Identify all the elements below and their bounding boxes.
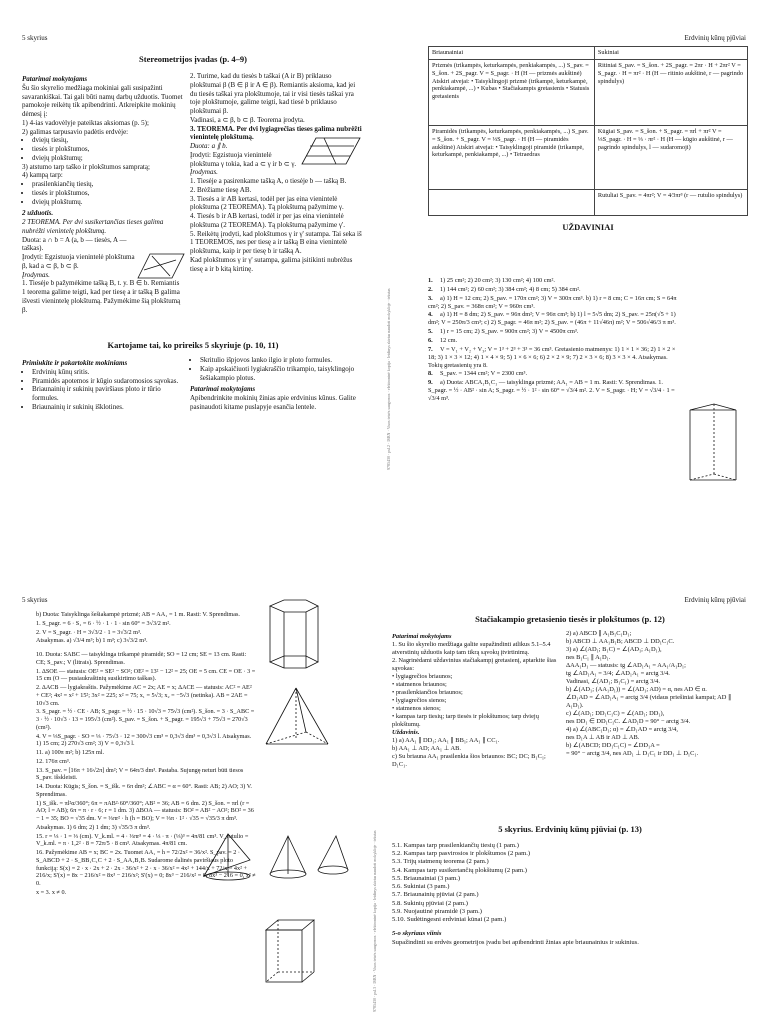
answer-text: 1) 25 cm²; 2) 20 cm²; 3) 130 cm²; 4) 100 cm².	[440, 277, 555, 284]
tips-column	[392, 630, 560, 769]
prism-figure	[684, 400, 742, 495]
answer-item	[428, 379, 678, 403]
plane-figure-1	[136, 248, 186, 289]
list	[22, 136, 184, 162]
answer-text: 1) 144 cm²; 2) 60 cm²; 3) 384 cm²; 4) 8 cm; 5) 384 cm².	[440, 285, 581, 293]
answer-item	[428, 286, 678, 294]
solution-line: Atsakymas. a) √3/4 m³; b) 1 m³; c) 3√3/2 m³.	[36, 637, 148, 645]
paragraph: b) ∠(AD₁; (AA₁D₁)) = ∠(AD₁; AD) = α, nes AD ∈ α.	[566, 686, 707, 693]
intro-section	[22, 48, 364, 71]
toc-item: 5.3. Trijų statmenų teorema (2 pam.)	[392, 858, 489, 866]
paragraph: 3. Tiesės a ir AB kertasi, todėl per jas eina vienintelė plokštuma (2 TEOREMA). Tą plokštumą pažymime γ.	[190, 194, 344, 212]
toc-item: 5.7. Briaunainių pjūviai (2 pam.)	[392, 891, 479, 899]
solution-line: 12. 176π cm³.	[36, 757, 71, 765]
solution-line: 16. Pažymėkime AB = x; BC = 2x. Tuomet AA₁ = h = 72/2x² = 36/x². S_pav. = 2 · S_ABCD + 2 · S_BB₁C₁C + 2 · S_AA₁B₁B. Sudarome dalinės paviršiaus ploto funkciją: S(x) = 2 · x · 2x + 2 · 2x · 36/x² + 2 · x · 36/x² = 4x² + 144/x + 72/x = 4x² + 216/x; S'(x) = 8x − 216/x² = 8x³ − 216/x²; S'(x) = 0; 8x³ − 216/x² = 0; 8x³ − 216 = 0, x² ≠ 0.	[36, 849, 256, 887]
answer-item	[428, 337, 678, 345]
paragraph: b) AA₁ ⊥ AD; AA₁ ⊥ AB.	[392, 745, 462, 752]
answer-text: 1) r = 15 cm; 2) S_pav. = 900π cm²; 3) V = 4500π cm³.	[440, 328, 579, 336]
solution-line: Atsakymas. 1) 6 dm; 2) 1 dm; 3) √35/3 π dm³.	[36, 823, 151, 831]
toc-item: 5.6. Sukiniai (3 pam.)	[392, 883, 450, 891]
page-header-left: 5 skyrius	[22, 596, 48, 604]
subheading: Primінkite ir pakartokite mokiniams	[22, 359, 128, 367]
subheading: Patarimai mokytojams	[22, 75, 88, 83]
chapter-title: 5 skyrius. Erdvinių kūnų pjūviai (p. 13)	[498, 824, 642, 834]
list-item: • tiesės ir plokštumos,	[32, 189, 184, 198]
toc-item: 5.10. Sudėtingesni erdviniai kūnai (2 pam.)	[392, 916, 507, 924]
list	[22, 180, 184, 206]
table-cell: Piramidės (trikampės, keturkampės, penkiakampės, ...) S_pav. = S_šon. + S_pagr. V = ⅓S_pagr. · H (H — piramidės aukštinė) Atskiri atvejai: • Taisyklingoji piramidė (trikampė, keturkampė, penkiakampė, ...) • Tetraedras	[429, 125, 595, 189]
hexagonal-prism-figure	[262, 596, 324, 679]
paragraph: 5. Reikėtų įrodyti, kad plokštumos γ ir γ' sutampa. Tai seka iš 1 TEOREMOS, nes per tiesę a ir tašką B eina vienintelė plokštuma, kaip ir per tiesę b ir tašką A.	[190, 229, 362, 255]
solution-line: 1) S_išk. = πl²α/360°; 6π = πAB²·60°/360°; AB² = 36; AB = 6 dm. 2) S_šon. = πrl (r = AO; l = AB); 6π = π · r · 6; r = 1 dm. 3) ΔBOA — statusis: BO² = AB² − AO²; BO² = 36 − 1 = 35; BO = √35 dm. V = ⅓πr² · h (h = BO); V = ⅓π · 1² · √35 = √35/3 π dm³.	[36, 799, 254, 822]
cone-figures	[200, 830, 350, 887]
toc-item: 5.1. Kampas tarp prasilenkiančių tiesių (1 pam.)	[392, 842, 519, 849]
review-section	[22, 334, 364, 357]
proof-label: Įrodymas.	[190, 168, 218, 177]
given: Duota: a ∥ b.	[190, 142, 228, 150]
paragraph: Vadinasi, ∠(AD₁; B₁C₁) = arctg 3/4.	[566, 678, 660, 685]
solution-line: 1. S_pagr. = 6 · S₁ = 6 · ½ · 1 · 1 · sin 60° = 3√3/2 m².	[36, 619, 171, 627]
list	[190, 356, 362, 382]
answer-text: V = V₁ + V₂ + V₃; V = 1³ + 2³ + 3³ = 36 cm³. Gretasienio matmenys: 1) 1 × 1 × 36; 2) 1 × 2 × 18; 3) 1 × 3 × 12; 4) 1 × 4 × 9; 5) 1 × 6 × 6; 6) 2 × 2 × 9; 7) 2 × 3 × 6; 8) 3 × 3 × 4. Atsakymas. Tokių gretasienių yra 8.	[428, 345, 676, 369]
list-item: • statmenos briaunos;	[392, 681, 447, 688]
item: 1) 4-ias vadovėlyje pateiktas aksiomas (p. 5);	[22, 118, 149, 127]
list-item: • statmenos sienos;	[392, 705, 441, 712]
solution-line: b) Duota: Taisyklinga šešiakampė prizmė; AB = AA₁ = 1 m. Rasti: V. Sprendimas.	[36, 611, 240, 618]
answer-number: 6.	[428, 337, 433, 345]
list-item: • prasilenkiančios briaunos;	[392, 689, 463, 696]
solution-line: 2. ΔACB — lygiakraštis. Pažymėkime AC = 2x; AE = x; ΔACE — statusis: AC² = AE² + CE²; 4x² = x² + 15²; 3x² = 225; x² = 75; x₁ = 5√3; x₂ = −5√3 (netinka). AB = 2AE = 10√3 cm.	[36, 684, 252, 707]
chapter-toc	[392, 842, 748, 947]
pyramid-figure	[262, 684, 332, 759]
paragraph: 1) a) AA₁ ∥ DD₁; AA₁ ∥ BB₁; AA₁ ∥ CC₁.	[392, 737, 500, 744]
paragraph: ΔAA₁D₁ — statusis: tg ∠AD₁A₁ = AA₁/A₁D₁;	[566, 662, 686, 669]
section-title: Kartojame tai, ko prireiks 5 skyriuje (p. 10, 11)	[107, 340, 279, 350]
answer-number: 7.	[428, 345, 433, 353]
chapter-section	[392, 818, 748, 841]
paragraph: 2. Brėžiame tiesę AB.	[190, 185, 252, 194]
answer-item	[428, 346, 678, 370]
bottom-page	[0, 512, 768, 1024]
task-heading: 2 užduotis.	[22, 209, 54, 218]
answer-number: 3.	[428, 294, 433, 302]
answer-number: 1.	[428, 277, 433, 284]
box-figure	[262, 916, 318, 991]
solution-line: 11. a) 100π m²; b) 125π ml.	[36, 749, 105, 756]
answer-number: 5.	[428, 328, 433, 336]
formula-table	[428, 46, 748, 236]
solution-line: x = 3. x ≠ 0.	[36, 888, 67, 896]
toc-item: 5.5. Briaunainiai (3 pam.)	[392, 874, 461, 882]
item: 3) atstumo tarp taško ir plokštumos sampratą;	[22, 162, 150, 171]
prove: Įrodyti: Egzistuoja vienintelė plokštuma β, kad a ⊂ β, b ⊂ β.	[22, 253, 135, 270]
toc-item: 5.4. Kampas tarp susikertančių plokštumų (2 pam.)	[392, 866, 527, 874]
paragraph: b) ABCD ⊥ AA₁B₁B; ABCD ⊥ DD₁C₁C.	[566, 638, 675, 645]
list-item: • lygiagrečios briaunos;	[392, 673, 453, 680]
list-item: • Briaunainių ir sukinių paviršiaus ploto ir tūrio formules.	[32, 385, 184, 403]
review-left	[22, 356, 184, 412]
table-header-row	[429, 47, 748, 60]
solution-line: 1. ΔSOE — statusis: OE² = SE² − SO²; OE² = 13² − 12² = 25; OE = 5 cm. CE = OE · 3 = 15 cm (O — pusiaukraštinių susikirtimo taškas).	[36, 667, 256, 683]
paragraph: 1. Tiesėje a pasirenkame tašką A, o tiesėje b — tašką B.	[190, 177, 347, 185]
table-row	[429, 125, 748, 189]
proof-label: Įrodymas.	[22, 270, 50, 279]
paragraph: nes D₁A ⊥ AB ir AD ⊥ AB.	[566, 734, 640, 741]
list-item: • prasilenkiančių tiesių,	[32, 180, 184, 189]
table-header: Sukiniai	[594, 47, 747, 60]
item: 4) kampą tarp:	[22, 171, 63, 180]
list-item: • dviejų tiesių,	[32, 136, 184, 145]
table-row	[429, 189, 748, 215]
table-cell: Kūgiai S_pav. = S_šon. + S_pagr. = πrl + πr² V = ⅓S_pagr. · H = ⅓ · πr² · H (H — kūgio aukštinė, r — pagrindo spindulys, l — sudaromoji)	[594, 125, 747, 189]
answer-number: 8.	[428, 370, 433, 378]
section-title: Stačiakampio gretasienio tiesės ir plokštumos (p. 12)	[475, 614, 665, 624]
exercises-title: UŽDAVINIAI	[562, 221, 614, 232]
list-item: • tiesės ir plokštumos,	[32, 145, 184, 154]
toc-item: 5.2. Kampas tarp pasvirosios ir plokštumos (2 pam.)	[392, 850, 531, 858]
list-item: • kampas tarp tiesių; tarp tiesės ir plokštumos; tarp dviejų plokštumų.	[392, 713, 539, 728]
solution-line: 14. Duota: Kūgis; S_šon. = S_išk. = 6π dm²; ∠ABC = α = 60°. Rasti: AB; 2) AO; 3) V. Sprendimas.	[36, 783, 252, 798]
table-cell: Rutuliai S_pav. = 4πr²; V = 4⁄3πr³ (r — rutulio spindulys)	[594, 189, 747, 215]
answer-item	[428, 311, 678, 327]
intro-text: Šu šio skyrelio medžiaga mokiniai gali susipažinti savarankiškai. Tai gali būti namų darbų užduotis. Tuomet pamokoje reikėtų tik apibendrinti. Atkreipkite mokinių dėmesį į:	[22, 83, 183, 118]
paragraph: tg ∠AD₁A₁ = 3/4; ∠AD₁A₁ = arctg 3/4.	[566, 670, 670, 677]
list-item: • dviejų plokštumų.	[32, 198, 184, 207]
solution-line: 2. V = S_pagr. · H = 3√3/2 · 1 = 3√3/2 m³.	[36, 628, 142, 636]
theorem: 2 TEOREMA. Per dvi susikertančias tieses galima nubrėžti vienintelę plokštumą.	[22, 218, 164, 235]
paragraph: 2. Turime, kad du tiesės b taškai (A ir B) priklauso plokštumai β (B ∈ β ir A ∈ β). Remiantis aksioma, kad jei du tiesės taškai yra plokštumoje, tai ir visi tiesės taškai yra toje plokštumoje, galime teigti, kad tiesė b priklauso plokštumai β.	[190, 72, 356, 115]
answers-list	[428, 276, 678, 404]
paragraph: nes B₁C₁ ∥ A₁D₁.	[566, 654, 611, 661]
paragraph: 4) a) ∠(ABC₁D₁; α) = ∠D₁AD = arctg 3/4,	[566, 726, 678, 733]
answer-number: 9.	[428, 379, 433, 387]
paragraph: b) ∠(ABCD; DD₁C₁C) = ∠DD₁A =	[566, 742, 660, 749]
proof-text: 1. Tiesėje b pažymėkime tašką B, t. y. B ∈ b. Remiantis 1 teorema galime teigti, kad per tiesę a ir tašką B galima išvesti vienintelę plokštumą. Pažymėkime šią plokštumą β.	[22, 279, 181, 314]
subheading: 5-o skyriaus viinis	[392, 930, 442, 938]
paragraph: nes DD₁ ∈ DD₁C₁C. ∠AD₁D = 90° − arctg 3/4.	[566, 718, 691, 725]
answer-item	[428, 277, 678, 285]
table-cell: Prizmės (trikampės, keturkampės, penkiakampės, ...) S_pav. = S_šon. + 2S_pagr. V = S_pagr. · H (H — prizmės aukštinė) Atskiri atvejai: • Taisyklingoji prizmė (trikampė, keturkampė, penkiakampė, ...) • Kubas • Stačiakampis gretasienis • Statusis gretasienis	[429, 59, 595, 125]
answer-item	[428, 295, 678, 311]
solution-line: 13. S_pav. = [16π + 16√2π] dm²; V = 64π/3 dm³. Pastaba. Sujungę neturi būti tiesos S_pav. išskleisti.	[36, 766, 244, 782]
vertical-imprint: 9785430 · psl.3 · ISBN · Visos teisės saugomos · elektroninė kopija · leidinys skirtas naudoti mokykloje · tekstas	[372, 830, 377, 1012]
toc-item: 5.8. Sukinių pjūviai (2 pam.)	[392, 899, 469, 907]
page-header-right: Erdvinių kūnų pjūviai	[684, 596, 746, 604]
plane-figure-2	[300, 134, 362, 173]
table-cell	[429, 189, 595, 215]
solids-table	[428, 46, 748, 216]
solution-line: 3. S_pagr. = ½ · CE · AB; S_pagr. = ½ · 15 · 10√3 = 75√3 (cm²). S_šon. = 3 · S_ABC = 3 · ½ · 10√3 · 13 = 195√3 (cm²). S_pav. = S_šon. + S_pagr. = 195√3 + 75√3 = 270√3 (cm²).	[36, 708, 255, 731]
table-cell: Ritiniai S_pav. = S_šon. + 2S_pagr. = 2πr · H + 2πr² V = S_pagr. · H = πr² · H (H — ritinio aukštinė, r — pagrindo spindulys)	[594, 59, 747, 125]
list-item: • Briaunainių ir sukinių išklotines.	[32, 403, 184, 412]
answer-text: a) 1) H = 8 dm; 2) S_pav. = 96π dm²; V = 96π cm³; b) 1) l = 5√5 dm; 2) S_pav. = 25π(√5 + 1) dm²; V = 250π/3 cm³; c) 2) S_pagr. = 46π m²; 2) S_pav. = (46π + 11√46π) m²; V = 506√46/3 π m³.	[428, 311, 676, 327]
answer-text: a) Duota: ABCA₁B₁C₁ — taisyklinga prizmė; AA₁ = AB = 1 m. Rasti: V. Sprendimas. 1. S_pagr. = ½ · AB² · sin A; S_pagr. = ½ · 1² · sin 60° = √3/4 m². 2. V = S_pagr. · H; V = √3/4 · 1 = √3/4 m³.	[428, 379, 675, 403]
paragraph: 3) a) ∠(AD₁; B₁C) = ∠(AD₁; A₁D₁),	[566, 646, 662, 653]
solution-line: 10. Duota: SABC — taisyklinga trikampė piramidė; SO = 12 cm; SE = 13 cm. Rasti: CE; S_pav.; V (litrais). Sprendimas.	[36, 651, 247, 666]
goal-text: Supažindinti su erdvės geometrijos įvadu bei apibendrinti žinias apie briaunainius ir sukinius.	[392, 938, 639, 946]
answer-item	[428, 370, 678, 378]
paragraph: Kad plokštumos γ ir γ' sutampa, galima įsitikinti nubrėžus tiesę a ir b kitą kirtinę.	[190, 255, 353, 273]
paragraph: c) ∠(AD₁; DD₁C₁C) = ∠(AD₁; DD₁),	[566, 710, 665, 717]
solution-line: 4. V = ⅓S_pagr. · SO = ⅓ · 75√3 · 12 = 300√3 cm³ = 0,3√3 dm³ = 0,3√3 l. Atsakymas. 1) 15 cm; 2) 270√3 cm²; 3) V = 0,3√3 l.	[36, 732, 252, 748]
paragraph: 1. Su šio skyrelio medžiaga galite supažindinti atlikus 5.1–5.4 atverstinių užduotis kaip tam tikrą sąvokų įtvirtinimą.	[392, 641, 551, 656]
list-item: • Kaip apskaičiuoti lygiakraščio trikampio, taisyklingojo šešiakampio plotus.	[200, 365, 362, 383]
list-item: • Erdvinių kūnų sritis.	[32, 368, 184, 377]
solution-column	[566, 630, 748, 758]
table-header: Briaunainiai	[429, 47, 595, 60]
list	[22, 368, 184, 412]
paragraph: Vadinasi, a ⊂ β, b ⊂ β. Teorema įrodyta.	[190, 115, 305, 124]
list-item: • lygiagrečios sienos;	[392, 697, 447, 704]
theorem: 3. TEOREMA. Per dvi lygiagrečias tieses galima nubrėžti vienintelę plokštumą.	[190, 124, 362, 142]
answer-text: 12 cm.	[440, 337, 458, 345]
section-title: Stereometrijos įvadas (p. 4–9)	[139, 54, 247, 64]
paragraph: c) Su briauna AA₁ prasilenkia šios briaunos: BC; DC; B₁C₁; D₁C₁.	[392, 753, 546, 768]
parallelepiped-section	[392, 608, 748, 631]
toc-item: 5.9. Nuojautinė piramidė (3 pam.)	[392, 907, 482, 915]
subheading: Patarimai mokytojams	[190, 385, 256, 394]
list-item: • Skritulio išpjovos lanko ilgio ir ploto formules.	[200, 356, 362, 365]
paragraph: ∠D₁AD = ∠AD₁A₁ = arctg 3/4 (vidaus priešiniai kampai; AD ∥ A₁D₁).	[566, 694, 732, 709]
answer-number: 2.	[428, 285, 433, 293]
prove: Įrodyti: Egzistuoja vienintelė plokštuma γ tokia, kad a ⊂ γ ir b ⊂ γ.	[190, 150, 297, 168]
review-right	[190, 356, 362, 412]
page-header-right: Erdvinių kūnų pjūviai	[684, 34, 746, 42]
subheading: Patarimai mokytojams	[392, 633, 452, 640]
page-header-left: 5 skyrius	[22, 34, 48, 42]
answer-number: 4.	[428, 311, 433, 319]
list-item: • Piramidės apotemos ir kūgio sudaromosios sąvokas.	[32, 377, 184, 386]
item: 2) galimas tarpusavio padėtis erdvėje:	[22, 127, 129, 136]
task-label: Uždavinis.	[392, 729, 420, 736]
paragraph: 4. Tiesės b ir AB kertasi, todėl ir per jas eina vienintelė plokštuma (2 TEOREMA). Tą plokštumą pažymime γ'.	[190, 212, 345, 229]
paragraph: 2) a) ABCD ∥ A₁B₁C₁D₁;	[566, 630, 632, 637]
solution-line: 15. r = ⅓ · 1 = ⅓ (cm). V_k.ml. = 4 · ⅓πr³ = 4 · ⅓ · π · (⅓)³ = 4π/81 cm³. V_rutulio = V_k.ml. = π · 1,2² · 8 = 72π/5 · 8 cm³. Atsakymas. 4π/81 cm.	[36, 832, 249, 848]
table-row	[429, 59, 748, 125]
vertical-imprint: 9785430 · psl.2 · ISBN · Visos teisės saugomos · elektroninė kopija · leidinys skirtas naudoti mokykloje · tekstas	[386, 288, 391, 470]
list-item: • dviejų plokštumų;	[32, 154, 184, 163]
tip-text: Apibendrinkite mokinių žinias apie erdvinius kūnus. Galite pasinaudoti kitame puslapyje esančia lentele.	[190, 394, 356, 411]
paragraph: 2. Nagrinėdami uždavinius stačiakampį gretasienį, aptarkite šias sąvokas:	[392, 657, 557, 672]
answer-text: a) 1) H = 12 cm; 2) S_pav. = 170π cm²; 3) V = 300π cm³. b) 1) r = 8 cm; C = 16π cm; S = 64π cm²; 2) S_pav. = 368π cm²; V = 960π cm³.	[428, 294, 677, 310]
answer-item	[428, 328, 678, 336]
paragraph: = 90° − arctg 3/4, nes AD₁ ⊥ D₁C₁ ir DD₁ ⊥ D₁C₁.	[566, 750, 699, 757]
given: Duota: a ∩ b = A (a, b — tiesės, A — taškas).	[22, 235, 127, 253]
answer-text: S_pav. = 1344 cm²; V = 2300 cm³.	[440, 370, 528, 378]
